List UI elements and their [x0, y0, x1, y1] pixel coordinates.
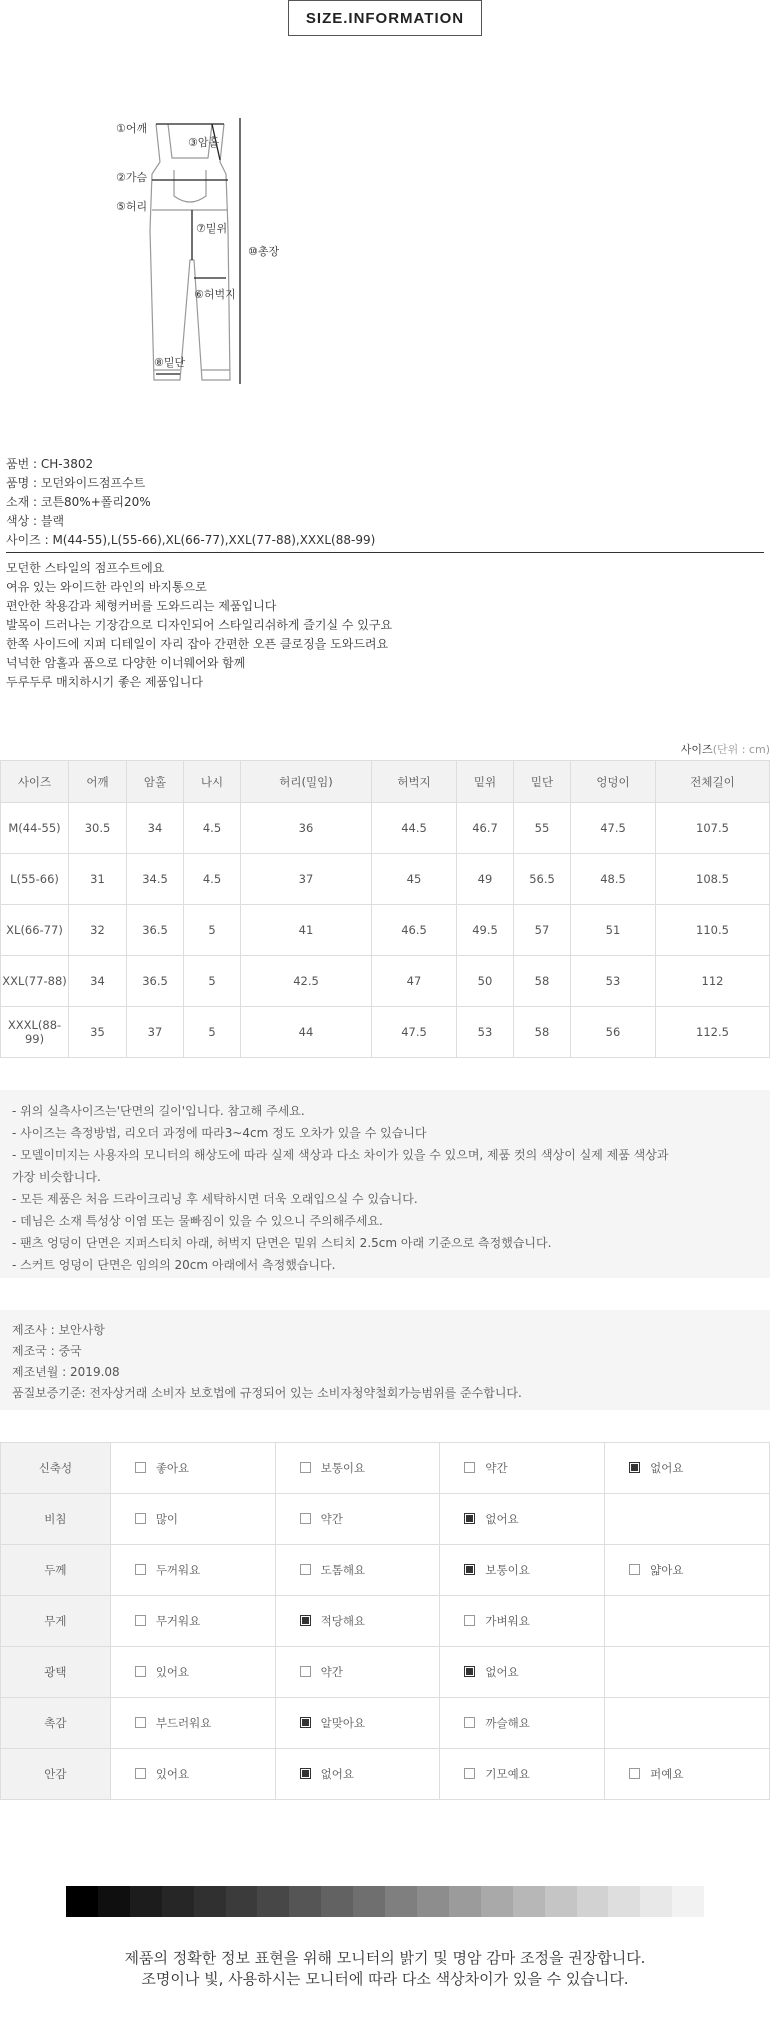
fabric-feel-option-label: 없어요: [320, 1767, 354, 1781]
size-cell: XXL(77-88): [1, 956, 69, 1007]
size-cell: 112.5: [656, 1007, 770, 1058]
fabric-feel-option-cell: [605, 1494, 770, 1545]
fabric-feel-option-label: 많이: [155, 1512, 179, 1526]
size-cell: 47.5: [372, 1007, 457, 1058]
monitor-gray-scale-bar: [66, 1886, 704, 1917]
fabric-feel-option-label: 두꺼워요: [155, 1563, 201, 1577]
gray-swatch: [385, 1886, 417, 1917]
fabric-feel-option-cell: [605, 1596, 770, 1647]
checked-checkbox-icon: [464, 1564, 475, 1575]
size-cell: 46.5: [372, 905, 457, 956]
fabric-feel-option-label: 가벼워요: [485, 1614, 530, 1628]
checked-checkbox-icon: [300, 1768, 311, 1779]
description-line: 모던한 스타일의 점프수트에요: [6, 561, 165, 575]
quality-guarantee-line: 품질보증기준: 전자상거래 소비자 보호법에 규정되어 있는 소비자청약철회가능범위를 준수합니다.: [12, 1386, 522, 1400]
description-line: 한쪽 사이드에 지퍼 디테일이 자리 잡아 간편한 오픈 클로징을 도와드려요: [6, 637, 389, 651]
product-material: 소재 : 코튼80%+폴리20%: [6, 495, 151, 509]
unchecked-checkbox-icon: [300, 1462, 311, 1473]
fabric-feel-label: 비침: [1, 1494, 111, 1545]
description-line: 넉넉한 암홀과 품으로 다양한 이너웨어와 함께: [6, 656, 246, 670]
unchecked-checkbox-icon: [300, 1564, 311, 1575]
size-table-header: 나시: [184, 761, 241, 803]
size-table-header-row: [1, 761, 770, 803]
unchecked-checkbox-icon: [300, 1666, 311, 1677]
gray-swatch: [353, 1886, 385, 1917]
fabric-feel-option-cell: [440, 1596, 605, 1647]
gray-swatch: [417, 1886, 449, 1917]
size-cell: 36.5: [127, 956, 184, 1007]
size-cell: 34.5: [127, 854, 184, 905]
gray-swatch: [481, 1886, 513, 1917]
fabric-feel-label: 안감: [1, 1749, 111, 1800]
note-line: - 데님은 소재 특성상 이염 또는 물빠짐이 있을 수 있으니 주의해주세요.: [12, 1214, 383, 1228]
size-cell: 4.5: [184, 803, 241, 854]
fabric-feel-row: [1, 1596, 770, 1647]
size-cell: 37: [241, 854, 372, 905]
unchecked-checkbox-icon: [135, 1462, 146, 1473]
manufacturer-line: 제조사 : 보안사항: [12, 1323, 105, 1337]
diagram-label-thigh: ⑥허벅지: [194, 288, 236, 301]
size-cell: 56.5: [514, 854, 571, 905]
fabric-feel-option-cell: [440, 1647, 605, 1698]
size-table-row: [1, 956, 770, 1007]
size-cell: 5: [184, 956, 241, 1007]
diagram-label-chest: ②가슴: [116, 171, 148, 184]
fabric-feel-option-label: 기모예요: [485, 1767, 530, 1781]
unchecked-checkbox-icon: [464, 1717, 475, 1728]
size-table-header: 암홀: [127, 761, 184, 803]
gray-swatch: [545, 1886, 577, 1917]
size-cell: 42.5: [241, 956, 372, 1007]
size-table-row: [1, 854, 770, 905]
fabric-feel-option-label: 없어요: [650, 1461, 684, 1475]
size-cell: 32: [69, 905, 127, 956]
gray-swatch: [513, 1886, 545, 1917]
fabric-feel-option-label: 부드러워요: [155, 1716, 212, 1730]
fabric-feel-option-cell: [275, 1545, 440, 1596]
note-line: 가장 비슷합니다.: [12, 1170, 101, 1184]
note-line: - 위의 실측사이즈는'단면의 길이'입니다. 참고해 주세요.: [12, 1104, 305, 1118]
manufacture-date-line: 제조년월 : 2019.08: [12, 1365, 120, 1379]
unchecked-checkbox-icon: [135, 1666, 146, 1677]
fabric-feel-row: [1, 1749, 770, 1800]
unchecked-checkbox-icon: [464, 1462, 475, 1473]
size-cell: 5: [184, 905, 241, 956]
size-cell: 37: [127, 1007, 184, 1058]
fabric-feel-option-label: 까슬해요: [485, 1716, 530, 1730]
gray-swatch: [66, 1886, 98, 1917]
size-cell: 58: [514, 956, 571, 1007]
gray-swatch: [608, 1886, 640, 1917]
size-cell: 50: [457, 956, 514, 1007]
checked-checkbox-icon: [300, 1717, 311, 1728]
size-cell: 57: [514, 905, 571, 956]
size-cell: XL(66-77): [1, 905, 69, 956]
size-cell: 30.5: [69, 803, 127, 854]
fabric-feel-option-cell: [110, 1443, 275, 1494]
monitor-notice-line: 제품의 정확한 정보 표현을 위해 모니터의 밝기 및 명암 감마 조정을 권장합니다.: [124, 1949, 646, 1967]
description-line: 두루두루 매치하시기 좋은 제품입니다: [6, 675, 203, 689]
jumpsuit-size-diagram: [112, 110, 312, 390]
size-cell: 47: [372, 956, 457, 1007]
size-cell: 35: [69, 1007, 127, 1058]
fabric-feel-option-cell: [605, 1545, 770, 1596]
size-table-header: 허벅지: [372, 761, 457, 803]
unchecked-checkbox-icon: [135, 1513, 146, 1524]
note-line: - 팬츠 엉덩이 단면은 지퍼스티치 아래, 허벅지 단면은 밑위 스티치 2.5cm 아래 기준으로 측정했습니다.: [12, 1236, 552, 1250]
unchecked-checkbox-icon: [135, 1615, 146, 1626]
unchecked-checkbox-icon: [464, 1615, 475, 1626]
fabric-feel-option-label: 없어요: [485, 1512, 519, 1526]
size-table-header: 허리(밀임): [241, 761, 372, 803]
unchecked-checkbox-icon: [135, 1768, 146, 1779]
fabric-feel-label: 두께: [1, 1545, 111, 1596]
size-cell: 36: [241, 803, 372, 854]
description-line: 발목이 드러나는 기장감으로 디자인되어 스타일리쉬하게 즐기실 수 있구요: [6, 618, 393, 632]
product-color: 색상 : 블랙: [6, 514, 65, 528]
product-name: 품명 : 모던와이드점프수트: [6, 476, 146, 490]
gray-swatch: [194, 1886, 226, 1917]
fabric-feel-option-cell: [605, 1698, 770, 1749]
divider: [6, 552, 764, 553]
fabric-feel-option-label: 퍼예요: [650, 1767, 684, 1781]
diagram-label-rise: ⑦밑위: [196, 222, 228, 235]
fabric-feel-option-cell: [275, 1647, 440, 1698]
product-info: [6, 455, 764, 692]
note-line: - 사이즈는 측정방법, 리오더 과정에 따라3~4cm 정도 오차가 있을 수 있습니다: [12, 1126, 427, 1140]
diagram-label-armhole: ③암홀: [188, 136, 220, 149]
size-cell: 44: [241, 1007, 372, 1058]
size-cell: 108.5: [656, 854, 770, 905]
fabric-feel-option-cell: [110, 1545, 275, 1596]
fabric-feel-option-label: 알맞아요: [320, 1716, 366, 1730]
fabric-feel-option-cell: [275, 1749, 440, 1800]
fabric-feel-option-cell: [275, 1494, 440, 1545]
checked-checkbox-icon: [464, 1666, 475, 1677]
size-cell: 5: [184, 1007, 241, 1058]
size-cell: 46.7: [457, 803, 514, 854]
jumpsuit-illustration: [112, 110, 312, 390]
checked-checkbox-icon: [300, 1615, 311, 1626]
size-table: [0, 760, 770, 1058]
size-unit-label: 사이즈: [680, 743, 713, 756]
fabric-feel-option-label: 보통이요: [320, 1461, 366, 1475]
size-cell: 55: [514, 803, 571, 854]
fabric-feel-label: 신축성: [1, 1443, 111, 1494]
size-cell: 47.5: [571, 803, 656, 854]
size-cell: XXXL(88-99): [1, 1007, 69, 1058]
fabric-feel-option-cell: [110, 1647, 275, 1698]
note-line: - 모델이미지는 사용자의 모니터의 해상도에 따라 실제 색상과 다소 차이가 있을 수 있으며, 제품 컷의 색상이 실제 제품 색상과: [12, 1148, 669, 1162]
fabric-feel-label: 촉감: [1, 1698, 111, 1749]
monitor-notice: [0, 1948, 770, 1990]
size-cell: 34: [127, 803, 184, 854]
gray-swatch: [257, 1886, 289, 1917]
fabric-feel-option-label: 무거워요: [155, 1614, 201, 1628]
fabric-feel-option-label: 약간: [320, 1512, 343, 1526]
unchecked-checkbox-icon: [300, 1513, 311, 1524]
size-cell: 34: [69, 956, 127, 1007]
fabric-feel-option-cell: [605, 1647, 770, 1698]
product-sizes: 사이즈 : M(44-55),L(55-66),XL(66-77),XXL(77-88),XXXL(88-99): [6, 533, 376, 547]
fabric-feel-option-label: 적당해요: [320, 1614, 366, 1628]
unchecked-checkbox-icon: [629, 1768, 640, 1779]
gray-swatch: [672, 1886, 704, 1917]
fabric-feel-option-label: 있어요: [155, 1665, 190, 1679]
size-cell: 51: [571, 905, 656, 956]
fabric-feel-label: 무게: [1, 1596, 111, 1647]
fabric-feel-option-label: 보통이요: [485, 1563, 530, 1577]
description-line: 여유 있는 와이드한 라인의 바지통으로: [6, 580, 207, 594]
gray-swatch: [449, 1886, 481, 1917]
size-cell: 49: [457, 854, 514, 905]
fabric-feel-option-cell: [605, 1443, 770, 1494]
fabric-feel-row: [1, 1698, 770, 1749]
size-table-header: 밑단: [514, 761, 571, 803]
size-cell: 45: [372, 854, 457, 905]
unchecked-checkbox-icon: [629, 1564, 640, 1575]
fabric-feel-option-cell: [110, 1749, 275, 1800]
size-table-row: [1, 905, 770, 956]
fabric-feel-row: [1, 1443, 770, 1494]
fabric-feel-option-cell: [275, 1443, 440, 1494]
fabric-feel-option-cell: [110, 1596, 275, 1647]
size-cell: L(55-66): [1, 854, 69, 905]
fabric-feel-option-label: 좋아요: [155, 1461, 190, 1475]
size-cell: M(44-55): [1, 803, 69, 854]
size-cell: 107.5: [656, 803, 770, 854]
size-notes: [0, 1090, 770, 1278]
size-table-row: [1, 1007, 770, 1058]
gray-swatch: [289, 1886, 321, 1917]
size-cell: 44.5: [372, 803, 457, 854]
fabric-feel-option-cell: [440, 1443, 605, 1494]
size-cell: 110.5: [656, 905, 770, 956]
fabric-feel-option-label: 약간: [485, 1461, 508, 1475]
fabric-feel-option-cell: [275, 1596, 440, 1647]
size-cell: 48.5: [571, 854, 656, 905]
fabric-feel-option-label: 있어요: [155, 1767, 190, 1781]
fabric-feel-option-cell: [440, 1494, 605, 1545]
fabric-feel-option-cell: [110, 1494, 275, 1545]
fabric-feel-option-cell: [110, 1698, 275, 1749]
unchecked-checkbox-icon: [135, 1717, 146, 1728]
size-unit-detail: (단위 : cm): [712, 743, 770, 756]
size-cell: 58: [514, 1007, 571, 1058]
diagram-label-hem: ⑧밑단: [154, 356, 186, 369]
product-code: 품번 : CH-3802: [6, 457, 94, 471]
diagram-label-total-length: ⑩총장: [248, 245, 280, 258]
fabric-feel-row: [1, 1494, 770, 1545]
gray-swatch: [226, 1886, 258, 1917]
fabric-feel-label: 광택: [1, 1647, 111, 1698]
note-line: - 스커트 엉덩이 단면은 임의의 20cm 아래에서 측정했습니다.: [12, 1258, 336, 1272]
fabric-feel-table: [0, 1442, 770, 1800]
gray-swatch: [577, 1886, 609, 1917]
size-cell: 53: [457, 1007, 514, 1058]
size-cell: 36.5: [127, 905, 184, 956]
size-cell: 53: [571, 956, 656, 1007]
monitor-notice-line: 조명이나 빛, 사용하시는 모니터에 따라 다소 색상차이가 있을 수 있습니다.: [141, 1970, 629, 1988]
checked-checkbox-icon: [464, 1513, 475, 1524]
fabric-feel-option-cell: [440, 1545, 605, 1596]
fabric-feel-row: [1, 1545, 770, 1596]
checked-checkbox-icon: [629, 1462, 640, 1473]
unchecked-checkbox-icon: [135, 1564, 146, 1575]
gray-swatch: [640, 1886, 672, 1917]
size-cell: 56: [571, 1007, 656, 1058]
fabric-feel-option-cell: [275, 1698, 440, 1749]
gray-swatch: [162, 1886, 194, 1917]
fabric-feel-row: [1, 1647, 770, 1698]
diagram-label-shoulder: ①어깨: [116, 122, 148, 135]
gray-swatch: [98, 1886, 130, 1917]
description-line: 편안한 착용감과 체형커버를 도와드리는 제품입니다: [6, 599, 277, 613]
fabric-feel-option-cell: [605, 1749, 770, 1800]
size-cell: 49.5: [457, 905, 514, 956]
fabric-feel-option-label: 얇아요: [650, 1563, 684, 1577]
unchecked-checkbox-icon: [464, 1768, 475, 1779]
size-table-header: 어깨: [69, 761, 127, 803]
fabric-feel-option-label: 약간: [320, 1665, 343, 1679]
fabric-feel-option-cell: [440, 1698, 605, 1749]
fabric-feel-option-cell: [440, 1749, 605, 1800]
size-cell: 112: [656, 956, 770, 1007]
size-table-row: [1, 803, 770, 854]
size-unit-note: [681, 741, 770, 757]
diagram-label-waist: ⑤허리: [116, 200, 148, 213]
note-line: - 모든 제품은 처음 드라이크리닝 후 세탁하시면 더욱 오래입으실 수 있습니다.: [12, 1192, 418, 1206]
gray-swatch: [130, 1886, 162, 1917]
size-table-header: 사이즈: [1, 761, 69, 803]
size-table-header: 밑위: [457, 761, 514, 803]
manufacturer-info: [0, 1310, 770, 1410]
size-cell: 41: [241, 905, 372, 956]
origin-line: 제조국 : 중국: [12, 1344, 82, 1358]
size-table-header: 엉덩이: [571, 761, 656, 803]
fabric-feel-option-label: 없어요: [485, 1665, 519, 1679]
gray-swatch: [321, 1886, 353, 1917]
size-cell: 4.5: [184, 854, 241, 905]
fabric-feel-option-label: 도톰해요: [320, 1563, 366, 1577]
size-cell: 31: [69, 854, 127, 905]
size-table-header: 전체길이: [656, 761, 770, 803]
size-information-title: SIZE.INFORMATION: [288, 0, 482, 36]
